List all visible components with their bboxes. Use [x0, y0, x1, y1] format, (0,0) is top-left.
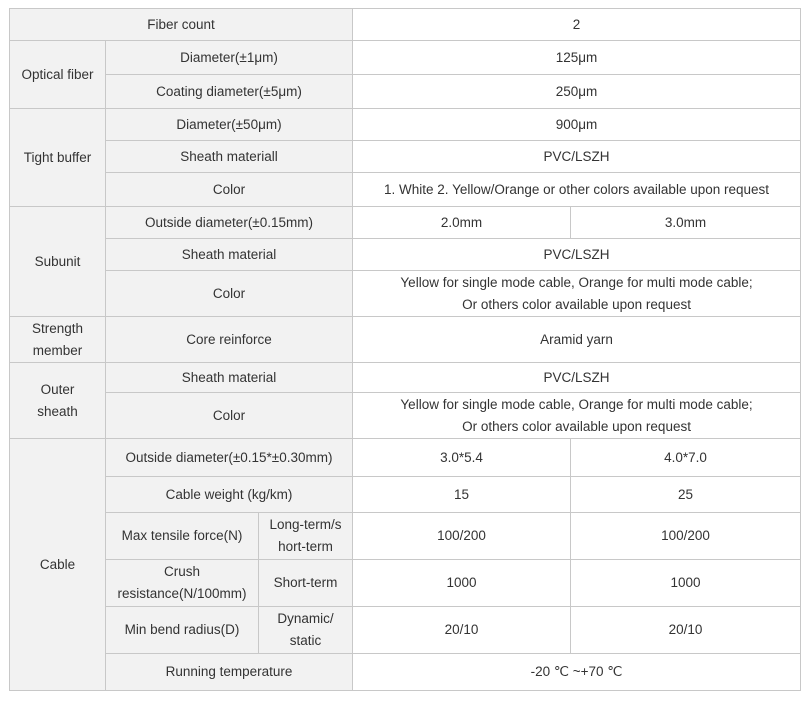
cable-outside-diameter-value-a: 3.0*5.4: [353, 439, 571, 477]
optical-fiber-diameter-label: Diameter(±1μm): [106, 41, 353, 75]
subunit-sheath-value: PVC/LSZH: [353, 239, 801, 271]
table-row: [10, 513, 801, 560]
outer-sheath-group: [10, 363, 106, 439]
cable-weight-label: Cable weight (kg/km): [106, 477, 353, 513]
cable-spec-table: [9, 8, 801, 691]
tight-buffer-diameter-value: 900μm: [353, 109, 801, 141]
bend-radius-label: Min bend radius(D): [106, 607, 259, 654]
tight-buffer-sheath-label: Sheath materiall: [106, 141, 353, 173]
subunit-color-label: Color: [106, 271, 353, 317]
table-row: [10, 439, 801, 477]
cable-weight-value-a: 15: [353, 477, 571, 513]
table-row: [10, 317, 801, 363]
core-reinforce-value: Aramid yarn: [353, 317, 801, 363]
running-temperature-value: -20 ℃ ~+70 ℃: [353, 654, 801, 691]
table-row: [10, 207, 801, 239]
tight-buffer-group: Tight buffer: [10, 109, 106, 207]
running-temperature-label: Running temperature: [106, 654, 353, 691]
optical-fiber-diameter-value: 125μm: [353, 41, 801, 75]
subunit-outside-diameter-value-b: 3.0mm: [571, 207, 801, 239]
strength-member-group: [10, 317, 106, 363]
cable-weight-value-b: 25: [571, 477, 801, 513]
table-row: [10, 9, 801, 41]
bend-radius-value-a: 20/10: [353, 607, 571, 654]
tensile-force-label: Max tensile force(N): [106, 513, 259, 560]
outer-sheath-material-label: Sheath material: [106, 363, 353, 393]
table-row: [10, 363, 801, 393]
subunit-color-value: [353, 271, 801, 317]
outer-sheath-line-1: Outer: [40, 381, 75, 397]
crush-resistance-sub-label: Short-term: [259, 560, 353, 607]
cable-outside-diameter-label: Outside diameter(±0.15*±0.30mm): [106, 439, 353, 477]
coating-diameter-value: 250μm: [353, 75, 801, 109]
outer-sheath-material-value: PVC/LSZH: [353, 363, 801, 393]
table-row: [10, 607, 801, 654]
tensile-force-value-a: 100/200: [353, 513, 571, 560]
strength-member-line-1: Strength: [31, 320, 84, 336]
table-row: [10, 109, 801, 141]
table-row: [10, 239, 801, 271]
core-reinforce-label: Core reinforce: [106, 317, 353, 363]
crush-label-line-2: resistance(N/100mm): [117, 586, 247, 601]
tight-buffer-color-value: 1. White 2. Yellow/Orange or other colors available upon request: [353, 173, 801, 207]
crush-resistance-value-b: 1000: [571, 560, 801, 607]
table-row: [10, 271, 801, 317]
cable-outside-diameter-value-b: 4.0*7.0: [571, 439, 801, 477]
outer-sheath-color-line-1: Yellow for single mode cable, Orange for multi mode cable;: [400, 396, 753, 412]
tight-buffer-sheath-value: PVC/LSZH: [353, 141, 801, 173]
tensile-sub-line-1: Long-term/s: [269, 517, 342, 532]
outer-sheath-line-2: sheath: [37, 403, 78, 419]
table-row: [10, 173, 801, 207]
crush-resistance-label: [106, 560, 259, 607]
outer-sheath-color-line-2: Or others color available upon request: [462, 418, 691, 434]
fiber-count-label: Fiber count: [10, 9, 353, 41]
tight-buffer-color-label: Color: [106, 173, 353, 207]
cable-group: Cable: [10, 439, 106, 691]
crush-label-line-1: Crush: [163, 564, 200, 579]
table-row: [10, 41, 801, 75]
tensile-force-sub-label: [259, 513, 353, 560]
subunit-group: Subunit: [10, 207, 106, 317]
tensile-force-value-b: 100/200: [571, 513, 801, 560]
coating-diameter-label: Coating diameter(±5μm): [106, 75, 353, 109]
fiber-count-value: 2: [353, 9, 801, 41]
tight-buffer-diameter-label: Diameter(±50μm): [106, 109, 353, 141]
table-row: [10, 560, 801, 607]
subunit-outside-diameter-value-a: 2.0mm: [353, 207, 571, 239]
subunit-color-line-1: Yellow for single mode cable, Orange for multi mode cable;: [400, 274, 753, 290]
optical-fiber-group: Optical fiber: [10, 41, 106, 109]
table-row: [10, 141, 801, 173]
bend-sub-line-1: Dynamic/: [277, 611, 334, 626]
subunit-outside-diameter-label: Outside diameter(±0.15mm): [106, 207, 353, 239]
table-row: [10, 477, 801, 513]
table-row: [10, 654, 801, 691]
tensile-sub-line-2: hort-term: [278, 539, 333, 554]
bend-radius-value-b: 20/10: [571, 607, 801, 654]
outer-sheath-color-value: [353, 393, 801, 439]
bend-sub-line-2: static: [289, 633, 322, 648]
subunit-color-line-2: Or others color available upon request: [462, 296, 691, 312]
strength-member-line-2: member: [32, 342, 83, 358]
crush-resistance-value-a: 1000: [353, 560, 571, 607]
subunit-sheath-label: Sheath material: [106, 239, 353, 271]
table-row: [10, 393, 801, 439]
table-row: [10, 75, 801, 109]
bend-radius-sub-label: [259, 607, 353, 654]
outer-sheath-color-label: Color: [106, 393, 353, 439]
